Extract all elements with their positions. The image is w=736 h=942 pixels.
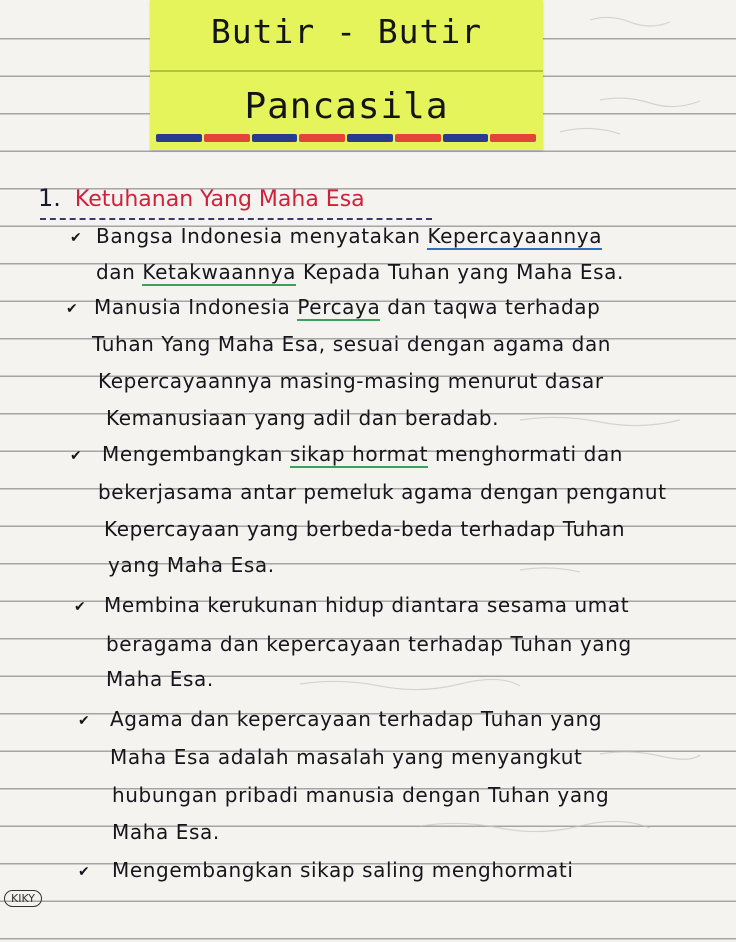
note-line: [94, 295, 600, 319]
note-text: beragama dan kepercayaan terhadap Tuhan yang: [106, 632, 632, 656]
note-text: Kepercayaan yang berbeda-beda terhadap Tuhan: [104, 517, 626, 541]
note-text: Kepada Tuhan yang Maha Esa.: [296, 260, 624, 284]
note-text: Maha Esa.: [112, 820, 220, 844]
note-text: Mengembangkan: [102, 442, 290, 466]
note-line: [110, 707, 602, 731]
note-text: Membina kerukunan hidup diantara sesama umat: [104, 593, 630, 617]
note-text: dan taqwa terhadap: [380, 295, 601, 319]
stripe-segment: [299, 134, 345, 142]
note-text: menghormati dan: [428, 442, 624, 466]
note-text: bekerjasama antar pemeluk agama dengan penganut: [98, 480, 667, 504]
note-line: [112, 783, 609, 807]
underlined-keyword: Percaya: [297, 295, 381, 319]
underlined-keyword: Kepercayaannya: [427, 224, 603, 248]
sticky-title-line2: Pancasila: [244, 86, 449, 127]
note-text: Kepercayaannya masing-masing menurut dasar: [98, 369, 604, 393]
underlined-keyword: sikap hormat: [289, 442, 429, 466]
note-line: [106, 667, 214, 691]
note-line: [98, 480, 667, 504]
stripe-segment: [490, 134, 536, 142]
bullet-check-icon: ✔: [78, 864, 90, 880]
note-line: [104, 517, 625, 541]
note-text: Agama dan kepercayaan terhadap Tuhan yang: [110, 707, 603, 731]
note-text: Maha Esa.: [106, 667, 214, 691]
note-line: [110, 745, 582, 769]
note-text: hubungan pribadi manusia dengan Tuhan yang: [112, 783, 610, 807]
note-line: [102, 442, 623, 466]
sticky-fold: [150, 70, 543, 72]
note-text: Maha Esa adalah masalah yang menyangkut: [110, 745, 583, 769]
stripe-segment: [252, 134, 298, 142]
note-text: Mengembangkan sikap saling menghormati: [112, 858, 574, 882]
note-line: [96, 224, 602, 248]
note-line: [92, 332, 611, 356]
note-text: Manusia Indonesia: [94, 295, 298, 319]
stripe-segment: [347, 134, 393, 142]
note-line: [108, 553, 275, 577]
note-text: Kemanusiaan yang adil dan beradab.: [106, 406, 500, 430]
underlined-keyword: Ketakwaannya: [142, 260, 297, 284]
stripe-segment: [204, 134, 250, 142]
note-text: dan: [96, 260, 143, 284]
bullet-check-icon: ✔: [78, 713, 90, 729]
stripe-segment: [156, 134, 202, 142]
stripe-segment: [395, 134, 441, 142]
decorative-stripe: [156, 134, 536, 142]
bullet-check-icon: ✔: [70, 448, 82, 464]
note-line: [112, 820, 220, 844]
section-title: Ketuhanan Yang Maha Esa: [74, 187, 365, 212]
note-line: [106, 406, 499, 430]
signature: KIKY: [4, 890, 42, 907]
note-text: Tuhan Yang Maha Esa, sesuai dengan agama dan: [92, 332, 612, 356]
note-line: [104, 593, 629, 617]
heading-underline: [40, 218, 432, 220]
bullet-check-icon: ✔: [70, 230, 82, 246]
note-line: [96, 260, 624, 284]
note-text: yang Maha Esa.: [108, 553, 275, 577]
note-line: [112, 858, 573, 882]
sticky-note: [150, 0, 543, 150]
stripe-segment: [443, 134, 489, 142]
section-heading: [38, 184, 365, 212]
note-text: Bangsa Indonesia menyatakan: [96, 224, 428, 248]
sticky-title-line1: Butir - Butir: [210, 12, 483, 51]
bullet-check-icon: ✔: [74, 599, 86, 615]
section-number: 1.: [38, 184, 61, 212]
bullet-check-icon: ✔: [66, 301, 78, 317]
note-line: [106, 632, 632, 656]
note-line: [98, 369, 604, 393]
